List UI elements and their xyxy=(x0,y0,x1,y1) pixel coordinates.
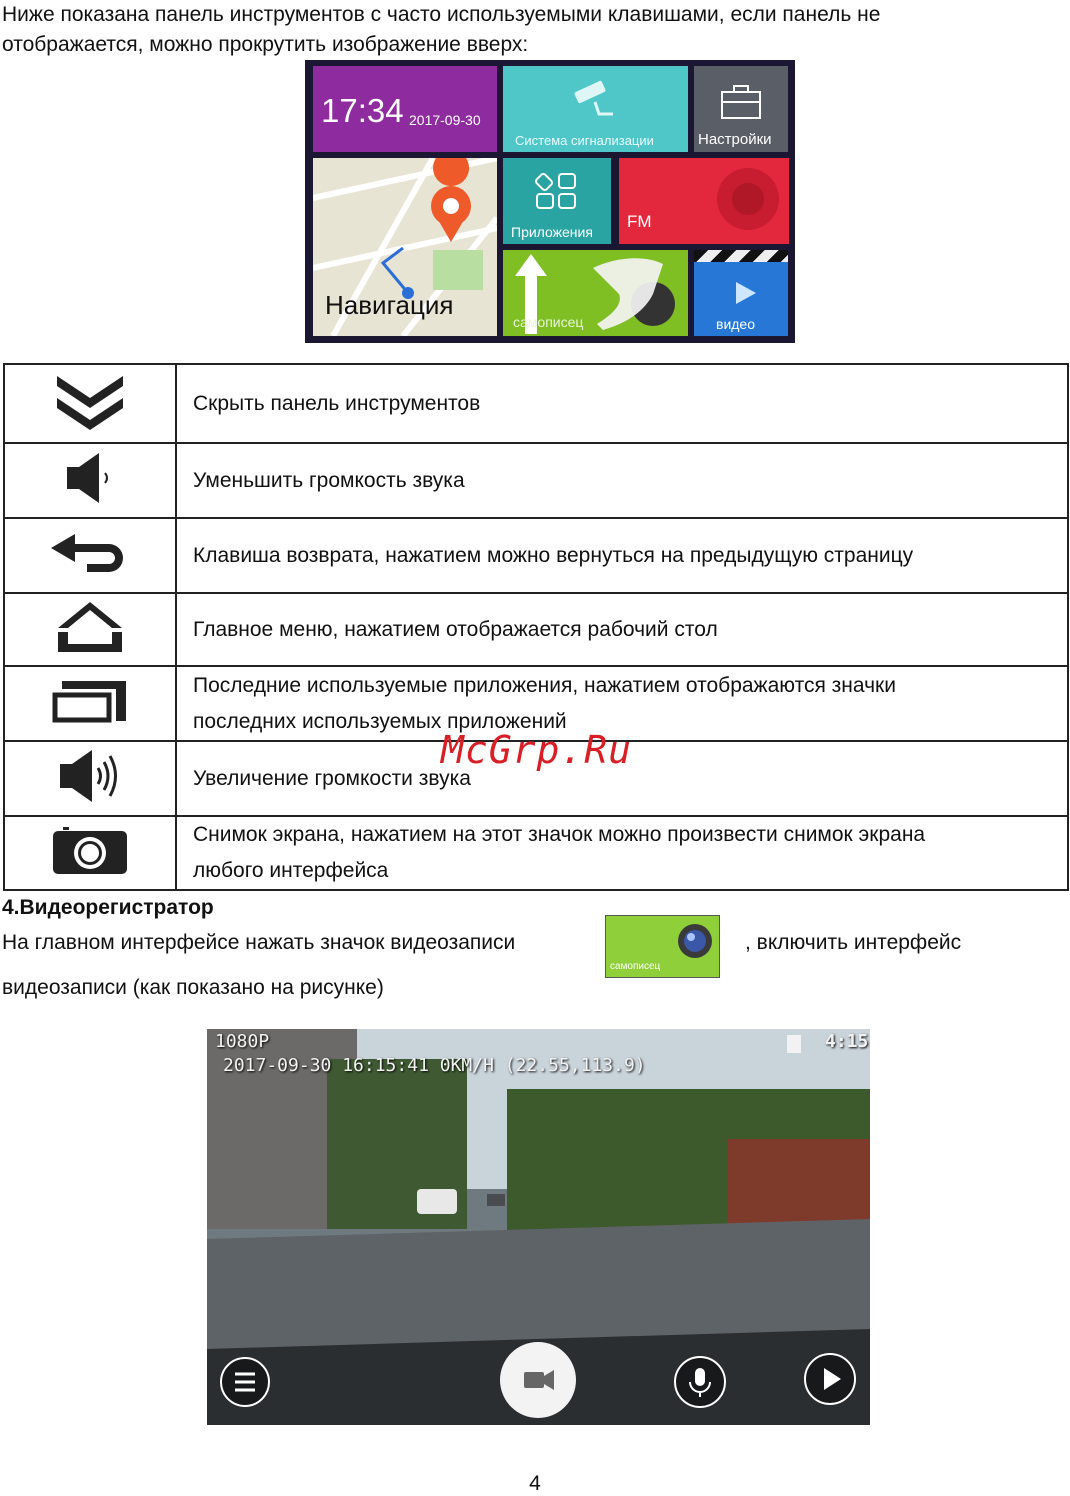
apps-grid-icon xyxy=(533,172,579,212)
apps-label: Приложения xyxy=(511,224,593,240)
intro-line-2: отображается, можно прокрутить изображение вверх: xyxy=(2,33,529,56)
recording-timer: 4:15 xyxy=(825,1031,869,1052)
recorder-app-label: самописец xyxy=(610,961,661,972)
record-video-button[interactable] xyxy=(498,1340,578,1420)
alarm-tile xyxy=(503,66,688,152)
section-paragraph-start: На главном интерфейсе нажать значок видеозаписи xyxy=(2,931,516,954)
recent-apps-icon xyxy=(52,679,128,723)
recorder-label: самописец xyxy=(513,314,584,330)
table-row xyxy=(4,593,1068,666)
hand-pointer-icon xyxy=(583,254,683,334)
speaker-icon xyxy=(715,166,781,232)
page-number: 4 xyxy=(529,1472,541,1495)
toolbox-icon xyxy=(720,84,762,120)
section-paragraph-line-2: видеозаписи (как показано на рисунке) xyxy=(2,976,384,999)
table-row xyxy=(4,816,1068,890)
security-camera-icon xyxy=(565,78,625,122)
fm-tile xyxy=(619,158,789,244)
section-paragraph-end: , включить интерфейс xyxy=(745,931,962,954)
play-icon xyxy=(732,280,758,306)
settings-tile xyxy=(694,66,788,152)
clock-date: 2017-09-30 xyxy=(409,112,481,128)
table-row xyxy=(4,518,1068,593)
launcher-screenshot xyxy=(305,60,795,343)
toolbar-keys-table xyxy=(3,363,1069,891)
key-desc-vol-up: Увеличение громкости звука xyxy=(176,741,1068,816)
apps-tile xyxy=(503,158,611,244)
table-row xyxy=(4,443,1068,518)
recorder-app-icon xyxy=(605,915,720,978)
volume-down-icon xyxy=(65,451,115,505)
key-desc-back: Клавиша возврата, нажатием можно вернуться на предыдущую страницу xyxy=(176,518,1068,593)
video-label: видео xyxy=(716,316,755,332)
table-row xyxy=(4,364,1068,443)
resolution-label: 1080P xyxy=(215,1031,270,1052)
intro-line-1: Ниже показана панель инструментов с часто используемыми клавишами, если панель не xyxy=(2,3,881,26)
recorder-tile xyxy=(503,250,688,336)
key-desc-recent-line-1: Последние используемые приложения, нажатием отображаются значки xyxy=(193,673,896,697)
section-title: 4.Видеорегистратор xyxy=(2,896,214,919)
intro-text xyxy=(2,0,1062,60)
key-desc-hide: Скрыть панель инструментов xyxy=(176,364,1068,443)
playback-icon[interactable] xyxy=(803,1352,857,1406)
navigation-tile xyxy=(313,158,497,336)
settings-label: Настройки xyxy=(698,131,772,148)
back-arrow-icon xyxy=(49,532,131,574)
key-desc-recent-line-2: последних используемых приложений xyxy=(193,709,567,733)
key-desc-screenshot-line-1: Снимок экрана, нажатием на этот значок можно произвести снимок экрана xyxy=(193,823,926,846)
key-desc-screenshot xyxy=(176,816,1068,890)
navigation-label: Навигация xyxy=(325,290,454,320)
dashcam-screenshot xyxy=(207,1029,870,1425)
menu-list-icon[interactable] xyxy=(219,1356,271,1408)
watermark: McGrp.Ru xyxy=(441,728,633,772)
double-chevron-down-icon xyxy=(55,372,125,430)
sd-card-icon xyxy=(787,1035,801,1053)
fm-label: FM xyxy=(627,212,652,231)
video-tile xyxy=(694,250,788,336)
clock-time: 17:34 xyxy=(321,92,404,129)
alarm-label: Система сигнализации xyxy=(515,133,654,148)
lens-icon xyxy=(676,922,714,960)
microphone-icon[interactable] xyxy=(673,1355,727,1409)
clock-tile xyxy=(313,66,497,152)
home-icon xyxy=(56,600,124,654)
key-desc-screenshot-line-2: любого интерфейса xyxy=(193,859,389,882)
recording-overlay: 2017-09-30 16:15:41 0KM/H (22.55,113.9) xyxy=(223,1055,646,1076)
volume-up-icon xyxy=(58,748,122,804)
key-desc-home: Главное меню, нажатием отображается рабочий стол xyxy=(176,593,1068,666)
key-desc-vol-down: Уменьшить громкость звука xyxy=(176,443,1068,518)
camera-icon xyxy=(51,826,129,876)
